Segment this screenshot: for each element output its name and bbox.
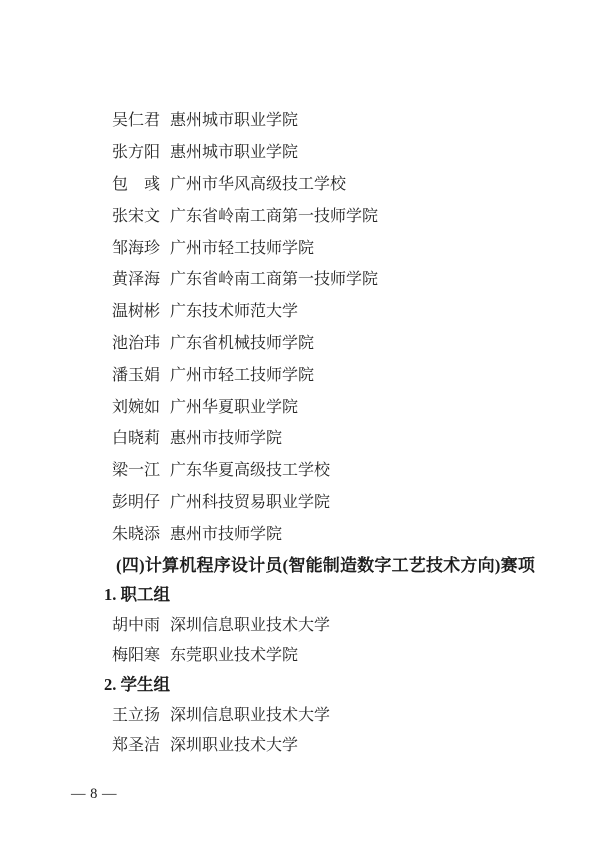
- roster-row: [0, 198, 600, 230]
- person-school: 广州市华风高级技工学校: [170, 175, 347, 193]
- section-heading: (四)计算机程序设计员(智能制造数字工艺技术方向)赛项: [116, 555, 536, 575]
- person-name: 黄泽海: [112, 271, 161, 289]
- person-school: 深圳职业技术大学: [170, 736, 299, 754]
- person-name: 吴仁君: [112, 112, 161, 130]
- person-school: 广州科技贸易职业学院: [170, 493, 331, 511]
- person-name: 郑圣洁: [112, 736, 161, 754]
- person-name: 刘婉如: [112, 398, 161, 416]
- roster-row: [0, 135, 600, 167]
- person-school: 广东华夏高级技工学校: [170, 462, 331, 480]
- roster-row: [0, 728, 600, 758]
- person-school: 广东省机械技师学院: [170, 334, 315, 352]
- person-school: 惠州城市职业学院: [170, 112, 299, 130]
- person-school: 东莞职业技术学院: [170, 646, 299, 664]
- person-school: 惠州市技师学院: [170, 525, 283, 543]
- roster-row: [0, 389, 600, 421]
- person-name: 张方阳: [112, 144, 161, 162]
- person-school: 广东技术师范大学: [170, 303, 299, 321]
- section-groups: [0, 578, 600, 758]
- roster-row: [0, 453, 600, 485]
- person-school: 惠州城市职业学院: [170, 144, 299, 162]
- roster-row: [0, 167, 600, 199]
- group-label: 1. 职工组: [104, 585, 170, 604]
- person-name: 张宋文: [112, 207, 161, 225]
- roster-row: [0, 294, 600, 326]
- roster-row: [0, 698, 600, 728]
- person-name: 彭明仔: [112, 493, 161, 511]
- person-name: 邹海珍: [112, 239, 161, 257]
- person-school: 深圳信息职业技术大学: [170, 706, 331, 724]
- roster-row: [0, 638, 600, 668]
- page-number: — 8 —: [71, 786, 117, 802]
- person-name: 梅阳寒: [112, 646, 161, 664]
- person-name: 朱晓添: [112, 525, 161, 543]
- roster-row: [0, 326, 600, 358]
- person-name: 包 彧: [112, 175, 161, 193]
- roster-row: [0, 262, 600, 294]
- person-school: 深圳信息职业技术大学: [170, 616, 331, 634]
- person-name: 池治玮: [112, 334, 161, 352]
- person-name: 白晓莉: [112, 430, 161, 448]
- person-name: 潘玉娟: [112, 366, 161, 384]
- person-school: 广州市轻工技师学院: [170, 239, 315, 257]
- roster-row: [0, 608, 600, 638]
- roster-row: [0, 230, 600, 262]
- person-school: 广州市轻工技师学院: [170, 366, 315, 384]
- person-school: 广州华夏职业学院: [170, 398, 299, 416]
- award-roster: [0, 103, 600, 548]
- roster-row: [0, 357, 600, 389]
- person-name: 胡中雨: [112, 616, 161, 634]
- roster-row: [0, 516, 600, 548]
- person-school: 惠州市技师学院: [170, 430, 283, 448]
- roster-row: [0, 485, 600, 517]
- roster-row: [0, 103, 600, 135]
- person-name: 梁一江: [112, 462, 161, 480]
- roster-row: [0, 421, 600, 453]
- person-school: 广东省岭南工商第一技师学院: [170, 207, 379, 225]
- person-school: 广东省岭南工商第一技师学院: [170, 271, 379, 289]
- person-name: 王立扬: [112, 706, 161, 724]
- group-label: 2. 学生组: [104, 675, 170, 694]
- person-name: 温树彬: [112, 303, 161, 321]
